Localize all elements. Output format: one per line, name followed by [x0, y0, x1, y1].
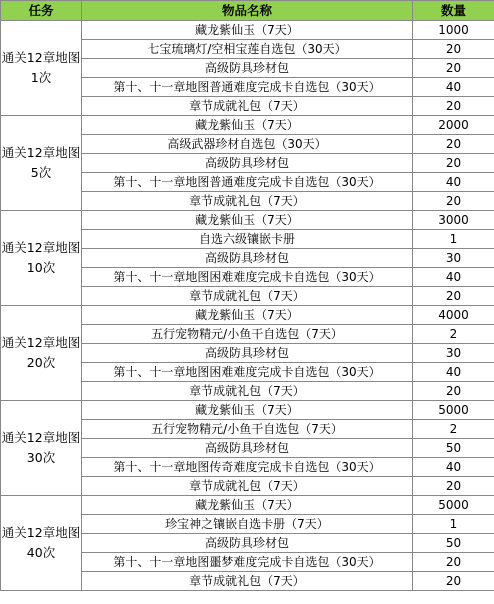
item-qty: 2000: [413, 116, 494, 135]
item-qty: 2: [413, 420, 494, 439]
task-name: 通关12章地图1次: [1, 21, 82, 116]
item-name: 高级防具珍材包: [82, 439, 413, 458]
item-qty: 20: [413, 97, 494, 116]
item-qty: 50: [413, 534, 494, 553]
item-name: 章节成就礼包（7天）: [82, 97, 413, 116]
item-name: 章节成就礼包（7天）: [82, 382, 413, 401]
table-row: [1, 306, 494, 325]
item-qty: 20: [413, 287, 494, 306]
item-qty: 1000: [413, 21, 494, 40]
item-name: 藏龙紫仙玉（7天）: [82, 116, 413, 135]
header-qty: 数量: [413, 1, 494, 21]
item-qty: 5000: [413, 496, 494, 515]
item-qty: 2: [413, 325, 494, 344]
item-qty: 20: [413, 477, 494, 496]
item-qty: 4000: [413, 306, 494, 325]
item-name: 第十、十一章地图噩梦难度完成卡自选包（30天）: [82, 553, 413, 572]
item-qty: 20: [413, 192, 494, 211]
item-name: 藏龙紫仙玉（7天）: [82, 496, 413, 515]
item-name: 珍宝神之镶嵌自选卡册（7天）: [82, 515, 413, 534]
item-name: 第十、十一章地图普通难度完成卡自选包（30天）: [82, 78, 413, 97]
item-name: 高级防具珍材包: [82, 59, 413, 78]
item-qty: 30: [413, 249, 494, 268]
item-name: 藏龙紫仙玉（7天）: [82, 211, 413, 230]
item-name: 第十、十一章地图困难难度完成卡自选包（30天）: [82, 268, 413, 287]
item-name: 藏龙紫仙玉（7天）: [82, 21, 413, 40]
task-name: 通关12章地图40次: [1, 496, 82, 591]
item-qty: 50: [413, 439, 494, 458]
task-name: 通关12章地图30次: [1, 401, 82, 496]
item-qty: 20: [413, 59, 494, 78]
table-row: [1, 496, 494, 515]
item-qty: 20: [413, 553, 494, 572]
item-name: 第十、十一章地图普通难度完成卡自选包（30天）: [82, 173, 413, 192]
item-name: 第十、十一章地图困难难度完成卡自选包（30天）: [82, 363, 413, 382]
table-row: [1, 401, 494, 420]
item-name: 章节成就礼包（7天）: [82, 192, 413, 211]
item-name: 章节成就礼包（7天）: [82, 572, 413, 591]
table-row: [1, 116, 494, 135]
task-name: 通关12章地图10次: [1, 211, 82, 306]
item-name: 藏龙紫仙玉（7天）: [82, 401, 413, 420]
header-row: [1, 1, 494, 21]
item-qty: 40: [413, 458, 494, 477]
item-qty: 1: [413, 515, 494, 534]
item-name: 章节成就礼包（7天）: [82, 477, 413, 496]
item-qty: 40: [413, 363, 494, 382]
item-qty: 40: [413, 173, 494, 192]
item-qty: 30: [413, 344, 494, 363]
item-name: 藏龙紫仙玉（7天）: [82, 306, 413, 325]
task-name: 通关12章地图20次: [1, 306, 82, 401]
header-task: 任务: [1, 1, 82, 21]
item-name: 七宝琉璃灯/空相宝莲自选包（30天）: [82, 40, 413, 59]
item-name: 自选六级镶嵌卡册: [82, 230, 413, 249]
item-name: 章节成就礼包（7天）: [82, 287, 413, 306]
item-name: 五行宠物精元/小鱼干自选包（7天）: [82, 420, 413, 439]
item-qty: 40: [413, 78, 494, 97]
item-qty: 5000: [413, 401, 494, 420]
item-name: 第十、十一章地图传奇难度完成卡自选包（30天）: [82, 458, 413, 477]
item-name: 五行宠物精元/小鱼干自选包（7天）: [82, 325, 413, 344]
header-item: 物品名称: [82, 1, 413, 21]
item-qty: 20: [413, 382, 494, 401]
item-name: 高级防具珍材包: [82, 154, 413, 173]
item-qty: 20: [413, 154, 494, 173]
table-row: [1, 21, 494, 40]
item-name: 高级武器珍材自选包（30天）: [82, 135, 413, 154]
item-qty: 20: [413, 40, 494, 59]
item-name: 高级防具珍材包: [82, 249, 413, 268]
item-qty: 20: [413, 572, 494, 591]
item-qty: 20: [413, 135, 494, 154]
item-qty: 1: [413, 230, 494, 249]
item-qty: 40: [413, 268, 494, 287]
table-row: [1, 211, 494, 230]
item-name: 高级防具珍材包: [82, 534, 413, 553]
task-name: 通关12章地图5次: [1, 116, 82, 211]
item-qty: 3000: [413, 211, 494, 230]
item-name: 高级防具珍材包: [82, 344, 413, 363]
